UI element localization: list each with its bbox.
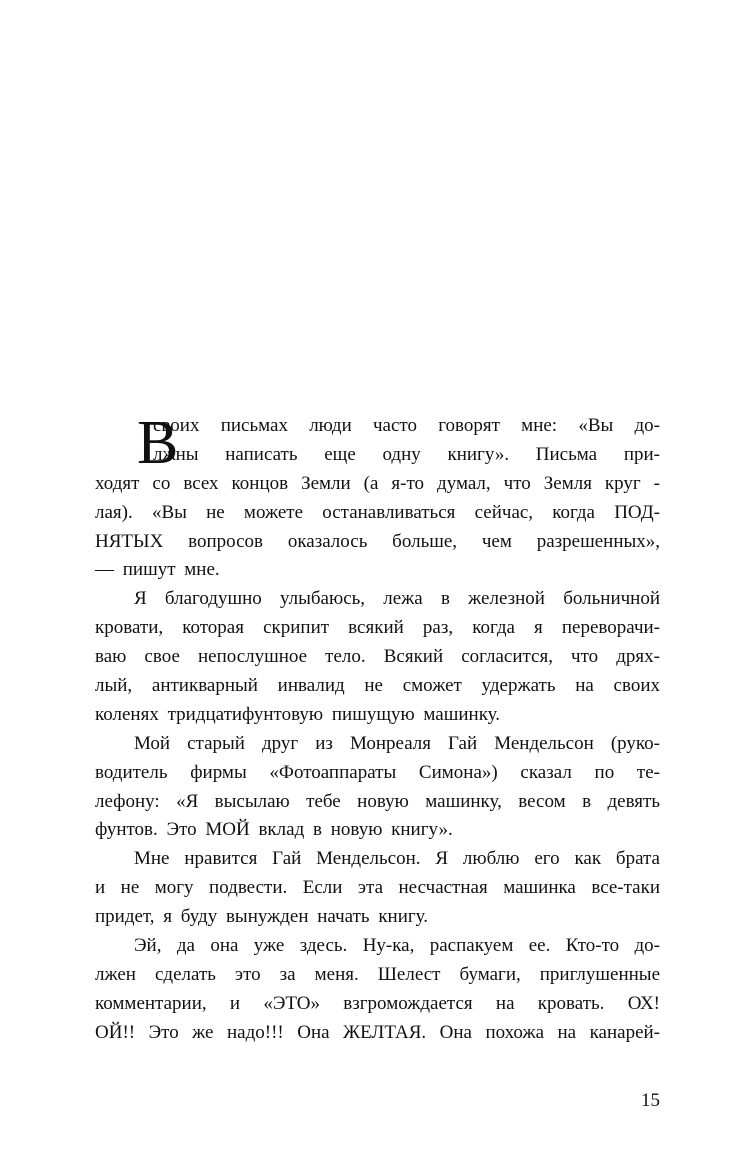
text-line: ОЙ!! Это же надо!!! Она ЖЕЛТАЯ. Она похожа на канарей- [95, 1021, 660, 1043]
text-line: ходят со всех концов Земли (а я-то думал, что Земля круг - [95, 472, 660, 494]
page-number: 15 [641, 1090, 660, 1111]
text-line: — пишут мне. [95, 559, 220, 581]
text-line: лая). «Вы не можете останавливаться сейчас, когда ПОД- [95, 501, 660, 523]
text-line: ваю свое непослушное тело. Всякий согласится, что дрях- [95, 646, 660, 668]
text-line: Мне нравится Гай Мендельсон. Я люблю его как брата [134, 848, 660, 870]
text-line: и не могу подвести. Если эта несчастная машинка все-таки [95, 877, 660, 899]
text-line: Мой старый друг из Монреаля Гай Мендельсон (руко- [134, 732, 660, 754]
text-line: фунтов. Это МОЙ вклад в новую книгу». [95, 819, 453, 841]
text-line: лжны написать еще одну книгу». Письма при- [153, 443, 660, 465]
text-line: комментарии, и «ЭТО» взгромождается на кровать. ОХ! [95, 992, 660, 1014]
drop-cap: В [137, 409, 179, 477]
text-line: Эй, да она уже здесь. Ну-ка, распакуем ее. Кто-то до- [134, 935, 660, 957]
text-line: лефону: «Я высылаю тебе новую машинку, весом в девять [95, 790, 660, 812]
text-line: водитель фирмы «Фотоаппараты Симона») сказал по те- [95, 761, 660, 783]
text-line: коленях тридцатифунтовую пишущую машинку. [95, 703, 501, 725]
text-line: лый, антикварный инвалид не сможет удержать на своих [95, 675, 660, 697]
text-line: лжен сделать это за меня. Шелест бумаги, приглушенные [95, 963, 660, 985]
text-line: своих письмах люди часто говорят мне: «Вы до- [153, 415, 660, 436]
body-text [95, 409, 660, 1048]
text-line: Я благодушно улыбаюсь, лежа в железной больничной [134, 588, 660, 610]
text-line: придет, я буду вынужден начать книгу. [95, 906, 429, 928]
text-line: кровати, которая скрипит всякий раз, когда я переворачи- [95, 617, 660, 639]
text-line: НЯТЫХ вопросов оказалось больше, чем разрешенных», [95, 530, 660, 552]
